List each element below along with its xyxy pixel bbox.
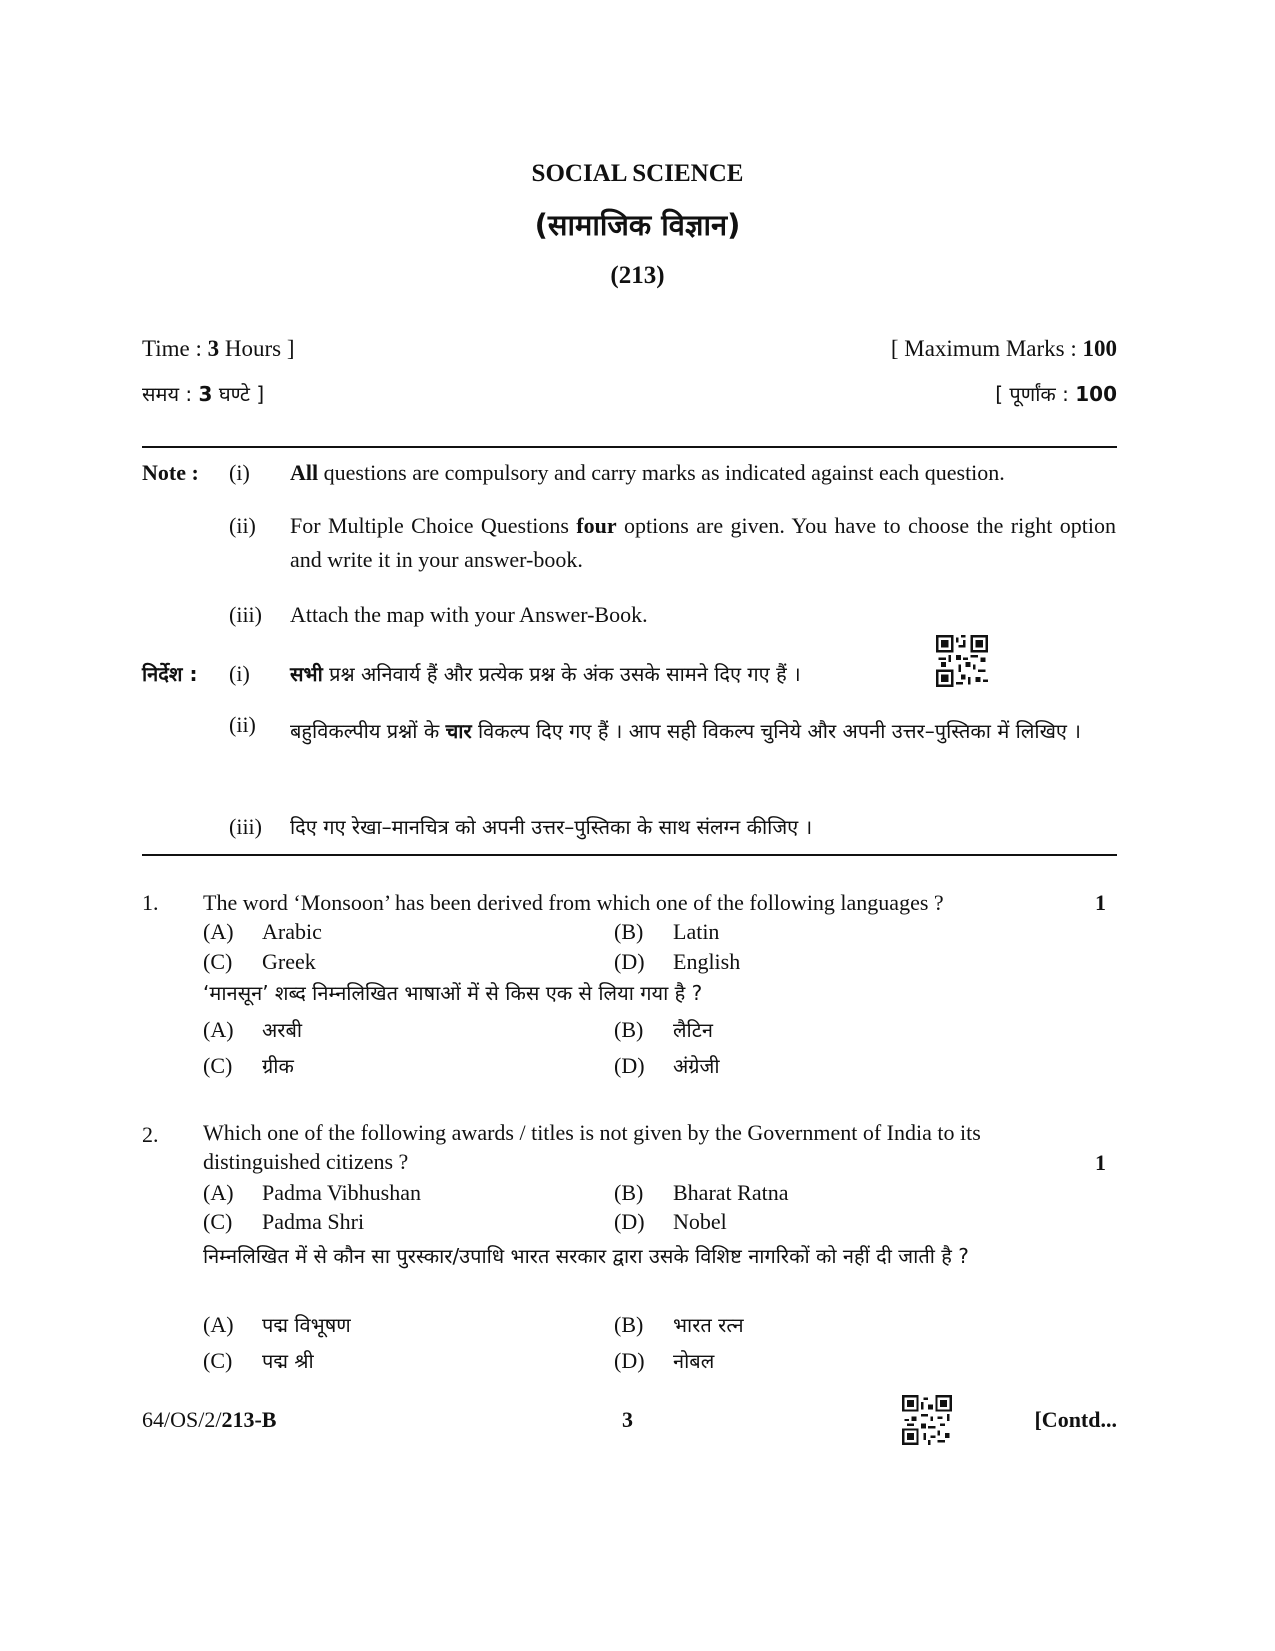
question-marks: 1 (1095, 1150, 1106, 1175)
option-label: (A) (203, 1180, 234, 1205)
option-text-hindi: पद्म विभूषण (262, 1313, 351, 1337)
option-text: Padma Shri (262, 1209, 365, 1234)
time-unit: Hours ] (219, 336, 295, 361)
option-label: (C) (203, 949, 233, 974)
note-label (142, 456, 199, 490)
option-label: (D) (614, 1348, 645, 1373)
option-text: English (673, 949, 741, 974)
note-item-1 (290, 456, 1120, 490)
time-value: 3 (207, 336, 220, 361)
continued-marker: [Contd... (1034, 1407, 1117, 1432)
option-text-hindi: अंग्रेजी (673, 1054, 720, 1078)
question-number: 2. (142, 1122, 159, 1147)
marks-hi-label: [ पूर्णांक : (995, 382, 1076, 406)
option-label: (A) (203, 1312, 234, 1337)
time-line-hindi (142, 380, 264, 407)
question-text-hindi: ‘मानसून’ शब्द निम्नलिखित भाषाओं में से किस एक से लिया गया है ? (203, 981, 703, 1005)
note-item-1-text: questions are compulsory and carry marks as indicated against each question. (318, 460, 1005, 485)
option-label: (D) (614, 1209, 645, 1234)
option-label: (A) (203, 1017, 234, 1042)
option-text: Latin (673, 919, 720, 944)
option-label: (B) (614, 1017, 644, 1042)
option-text: Nobel (673, 1209, 727, 1234)
option-label: (D) (614, 1053, 645, 1078)
marks-line-hindi (995, 380, 1117, 407)
time-hi-value: 3 (198, 382, 213, 406)
page-title-hindi: (सामाजिक विज्ञान) (534, 208, 741, 242)
divider-bottom (142, 854, 1117, 856)
nirdesh-item-num: (i) (229, 661, 250, 686)
nirdesh-item-1-text: प्रश्न अनिवार्य हैं और प्रत्येक प्रश्न के अंक उसके सामने दिए गए हैं । (322, 662, 801, 686)
option-label: (A) (203, 919, 234, 944)
marks-hi-value: 100 (1075, 382, 1117, 406)
qr-code-icon (936, 635, 988, 687)
nirdesh-item-num: (iii) (229, 814, 262, 839)
subject-code: (213) (610, 262, 665, 289)
time-label: Time : (142, 336, 208, 361)
option-text-hindi: ग्रीक (262, 1054, 294, 1078)
option-text: Bharat Ratna (673, 1180, 789, 1205)
paper-code-bold: 213-B (221, 1407, 277, 1432)
question-text: Which one of the following awards / titles is not given by the Government of India to its distinguished citizens ? (203, 1120, 981, 1174)
note-item-2 (290, 509, 1116, 577)
note-item-num: (ii) (229, 513, 256, 538)
question-marks: 1 (1095, 890, 1106, 915)
nirdesh-item-1-bold: सभी (290, 662, 323, 686)
option-text: Padma Vibhushan (262, 1180, 421, 1205)
option-text-hindi: लैटिन (673, 1018, 713, 1042)
divider-top (142, 446, 1117, 448)
question-text-hindi: निम्नलिखित में से कौन सा पुरस्कार/उपाधि भारत सरकार द्वारा उसके विशिष्ट नागरिकों को नहीं दी जाती है ? (203, 1244, 969, 1268)
option-label: (D) (614, 949, 645, 974)
note-item-num: (i) (229, 460, 250, 485)
note-item-3: Attach the map with your Answer-Book. (290, 602, 648, 627)
question-number: 1. (142, 890, 159, 915)
paper-code-prefix: 64/OS/2/ (142, 1407, 222, 1432)
option-label: (B) (614, 1312, 644, 1337)
time-line (142, 336, 295, 362)
option-label: (B) (614, 919, 644, 944)
nirdesh-label-text: निर्देश : (142, 662, 198, 686)
option-label: (C) (203, 1348, 233, 1373)
page-title: SOCIAL SCIENCE (531, 160, 744, 187)
nirdesh-label (142, 657, 197, 691)
nirdesh-item-1 (290, 657, 801, 691)
option-text: Greek (262, 949, 316, 974)
time-hi-unit: घण्टे ] (212, 382, 265, 406)
nirdesh-item-2-pre: बहुविकल्पीय प्रश्नों के (290, 719, 446, 743)
note-item-num: (iii) (229, 602, 262, 627)
option-label: (C) (203, 1209, 233, 1234)
marks-value: 100 (1082, 336, 1117, 361)
option-text-hindi: अरबी (262, 1018, 303, 1042)
nirdesh-item-2-bold: चार (445, 719, 472, 743)
nirdesh-item-3: दिए गए रेखा–मानचित्र को अपनी उत्तर–पुस्तिका के साथ संलग्न कीजिए । (290, 815, 813, 839)
note-label-text: Note : (142, 460, 199, 485)
time-hi-label: समय : (142, 382, 199, 406)
option-text-hindi: पद्म श्री (262, 1349, 314, 1373)
option-text: Arabic (262, 919, 322, 944)
note-item-2-bold: four (576, 513, 617, 538)
marks-label: [ Maximum Marks : (890, 336, 1083, 361)
note-item-1-bold: All (290, 460, 319, 485)
note-item-2-post: options are given. You have to choose the right option and write it in your answer-book. (290, 513, 1116, 572)
option-label: (B) (614, 1180, 644, 1205)
option-label: (C) (203, 1053, 233, 1078)
page-number: 3 (622, 1407, 633, 1432)
marks-line (891, 336, 1117, 362)
note-item-2-pre: For Multiple Choice Questions (290, 513, 577, 538)
nirdesh-item-2 (290, 708, 1116, 754)
question-text: The word ‘Monsoon’ has been derived from which one of the following languages ? (203, 890, 944, 915)
qr-code-icon (902, 1395, 952, 1445)
nirdesh-item-2-post: विकल्प दिए गए हैं । आप सही विकल्प चुनिये और अपनी उत्तर–पुस्तिका में लिखिए । (471, 719, 1081, 743)
option-text-hindi: नोबल (673, 1349, 715, 1373)
option-text-hindi: भारत रत्न (673, 1313, 744, 1337)
nirdesh-item-num: (ii) (229, 712, 256, 737)
